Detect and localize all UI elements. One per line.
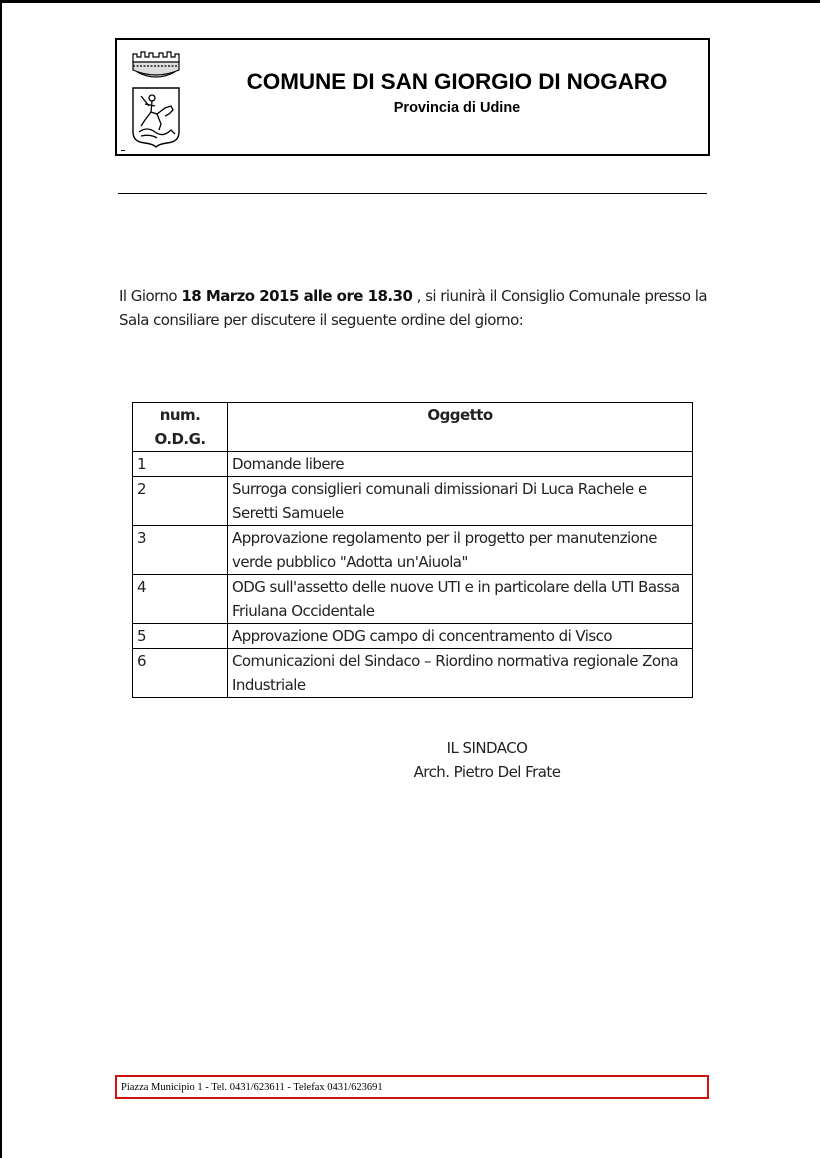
meeting-announcement bbox=[119, 285, 707, 332]
agenda-row bbox=[133, 452, 693, 477]
separator-line bbox=[118, 193, 707, 194]
signature-name: Arch. Pietro Del Frate bbox=[413, 762, 561, 781]
agenda-num: 5 bbox=[133, 624, 228, 649]
letterhead bbox=[115, 38, 710, 156]
agenda-row bbox=[133, 477, 693, 526]
agenda-table bbox=[132, 402, 693, 698]
signature-role: IL SINDACO bbox=[446, 739, 528, 757]
header-num-line2: O.D.G. bbox=[154, 430, 206, 448]
agenda-subject: Approvazione ODG campo di concentramento di Visco bbox=[228, 624, 693, 649]
municipality-title: COMUNE DI SAN GIORGIO DI NOGARO bbox=[246, 69, 668, 94]
meeting-date: 18 Marzo 2015 alle ore 18.30 bbox=[181, 287, 413, 305]
agenda-subject: Surroga consiglieri comunali dimissionari Di Luca Rachele e Seretti Samuele bbox=[228, 477, 693, 526]
header-dash bbox=[121, 150, 125, 151]
footer-contact: Piazza Municipio 1 - Tel. 0431/623611 - Telefax 0431/623691 bbox=[115, 1075, 709, 1099]
province-subtitle: Provincia di Udine bbox=[393, 100, 521, 116]
header-num-line1: num. bbox=[159, 406, 201, 424]
intro-prefix: Il Giorno bbox=[119, 287, 182, 305]
agenda-row bbox=[133, 575, 693, 624]
agenda-num: 1 bbox=[133, 452, 228, 477]
signature-block bbox=[382, 737, 592, 784]
agenda-num: 4 bbox=[133, 575, 228, 624]
agenda-subject: Domande libere bbox=[228, 452, 693, 477]
agenda-subject: ODG sull'assetto delle nuove UTI e in particolare della UTI Bassa Friulana Occidentale bbox=[228, 575, 693, 624]
agenda-row bbox=[133, 624, 693, 649]
header-num-odg bbox=[133, 403, 228, 452]
agenda-num: 6 bbox=[133, 649, 228, 698]
agenda-row bbox=[133, 526, 693, 575]
agenda-header-row bbox=[133, 403, 693, 452]
intro-suffix: , si riunirà il Consiglio Comunale presso la Sala consiliare per discutere il seguente ordine del giorno: bbox=[119, 287, 707, 329]
agenda-subject: Comunicazioni del Sindaco – Riordino normativa regionale Zona Industriale bbox=[228, 649, 693, 698]
agenda-num: 2 bbox=[133, 477, 228, 526]
agenda-num: 3 bbox=[133, 526, 228, 575]
agenda-row bbox=[133, 649, 693, 698]
header-oggetto: Oggetto bbox=[228, 403, 693, 452]
agenda-subject: Approvazione regolamento per il progetto per manutenzione verde pubblico "Adotta un'Aiuola" bbox=[228, 526, 693, 575]
coat-of-arms-icon bbox=[127, 48, 185, 148]
